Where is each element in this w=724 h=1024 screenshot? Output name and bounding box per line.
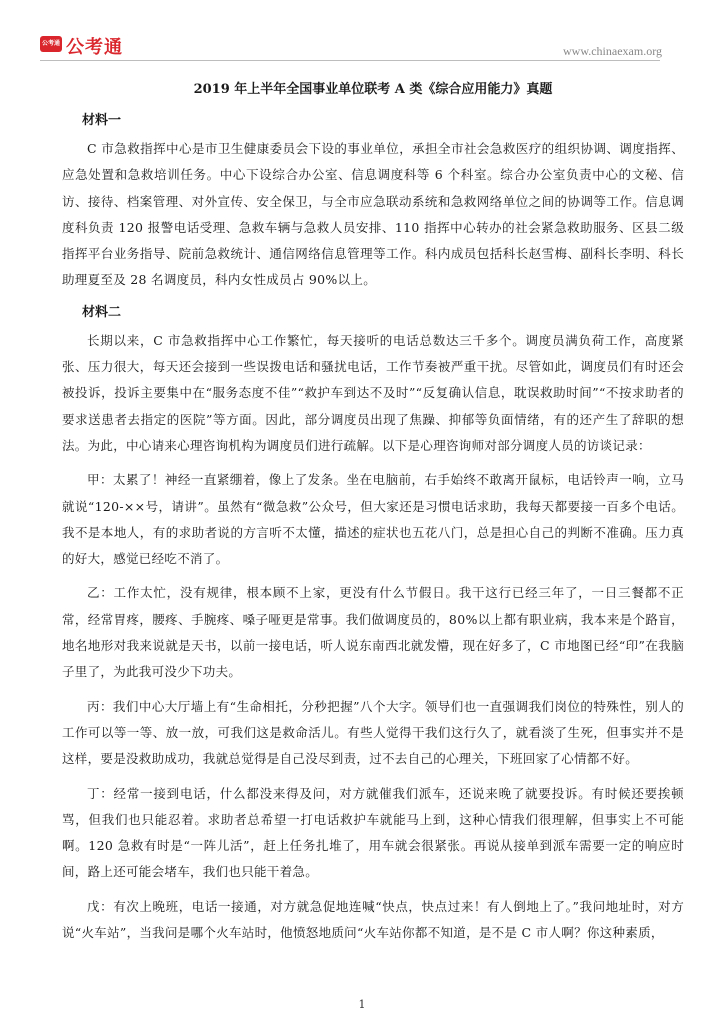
paragraph: 长期以来，C 市急救指挥中心工作繁忙，每天接听的电话总数达三千多个。调度员满负荷工作，高度紧张、压力很大，每天还会接到一些误拨电话和骚扰电话，工作节奏被严重干扰。尽管如此，调度员们有时还会被投诉，投诉主要集中在“服务态度不佳”“救护车到达不及时”“反复确认信息，耽误救助时间”“不按求助者的要求送患者去指定的医院”等方面。因此，部分调度员出现了焦躁、抑郁等负面情绪，有的还产生了辞职的想法。为此，中心请来心理咨询机构为调度员们进行疏解。以下是心理咨询师对部分调度人员的访谈记录： (62, 332, 684, 453)
paragraph: 甲：太累了！神经一直紧绷着，像上了发条。坐在电脑前，右手始终不敢离开鼠标，电话铃声一响，立马就说“120-××号，请讲”。虽然有“微急救”公众号，但大家还是习惯电话求助，我每天都要接一百多个电话。我不是本地人，有的求助者说的方言听不太懂，描述的症状也五花八门，总是担心自己的判断不准确。压力真的好大，感觉已经吃不消了。 (62, 472, 684, 567)
page-number: 1 (358, 998, 366, 1011)
paragraph: 戊：有次上晚班，电话一接通，对方就急促地连喊“快点，快点过来！有人倒地上了。”我问地址时，对方说“火车站”，当我问是哪个火车站时，他愤怒地质问“火车站你都不知道，是不是 C 市人啊？你这种素质， (62, 898, 684, 941)
page-header (0, 0, 724, 64)
section-heading-material-2: 材料二 (82, 304, 122, 320)
header-divider (40, 60, 660, 61)
paragraph: 乙：工作太忙，没有规律，根本顾不上家，更没有什么节假日。我干这行已经三年了，一日三餐都不正常，经常胃疼，腰疼、手腕疼、嗓子哑更是常事。我们做调度员的，80%以上都有职业病，我本来是个路盲，地名地形对我来说就是天书，以前一接电话，听人说东南西北就发懵，现在好多了，C 市地图已经“印”在我脑子里了，为此我可没少下功夫。 (62, 585, 684, 680)
paragraph: C 市急救指挥中心是市卫生健康委员会下设的事业单位，承担全市社会急救医疗的组织协调、调度指挥、应急处置和急救培训任务。中心下设综合办公室、信息调度科等 6 个科室。综合办公室负责中心的文秘、信访、接待、档案管理、对外宣传、安全保卫，与全市应急联动系统和急救网络单位之间的协调等工作。信息调度科负责 120 报警电话受理、急救车辆与急救人员安排、110 指挥中心转办的社会紧急救助服务、区县二级指挥平台业务指导、院前急救统计、通信网络信息管理等工作。科内成员包括科长赵雪梅、副科长李明、科长助理夏至及 28 名调度员，科内女性成员占 90%以上。 (62, 141, 684, 288)
paragraph: 丙：我们中心大厅墙上有“生命相托，分秒把握”八个大字。领导们也一直强调我们岗位的特殊性，别人的工作可以等一等、放一放，可我们这是救命活儿。有些人觉得干我们这行久了，就看淡了生死，但事实并不是这样，要是没救助成功，我就总觉得是自己没尽到责，过不去自己的心理关，下班回家了心情都不好。 (62, 698, 684, 767)
section-heading-material-1: 材料一 (82, 113, 122, 128)
paragraph: 丁：经常一接到电话，什么都没来得及问，对方就催我们派车，还说来晚了就要投诉。有时候还要挨顿骂，但我们也只能忍着。求助者总希望一打电话救护车就能马上到，这种心情我们很理解，但事实上不可能啊。120 急救有时是“一阵儿活”，赶上任务扎堆了，用车就会很紧张。再说从接单到派车需要一定的响应时间，路上还可能会堵车，我们也只能干着急。 (62, 785, 684, 880)
site-url: www.chinaexam.org (563, 44, 662, 58)
document-title: 2019 年上半年全国事业单位联考 A 类《综合应用能力》真题 (193, 82, 553, 97)
logo-text: 公考通 (66, 37, 123, 58)
logo-badge: 公考通 (40, 36, 62, 52)
document-body (62, 80, 684, 950)
